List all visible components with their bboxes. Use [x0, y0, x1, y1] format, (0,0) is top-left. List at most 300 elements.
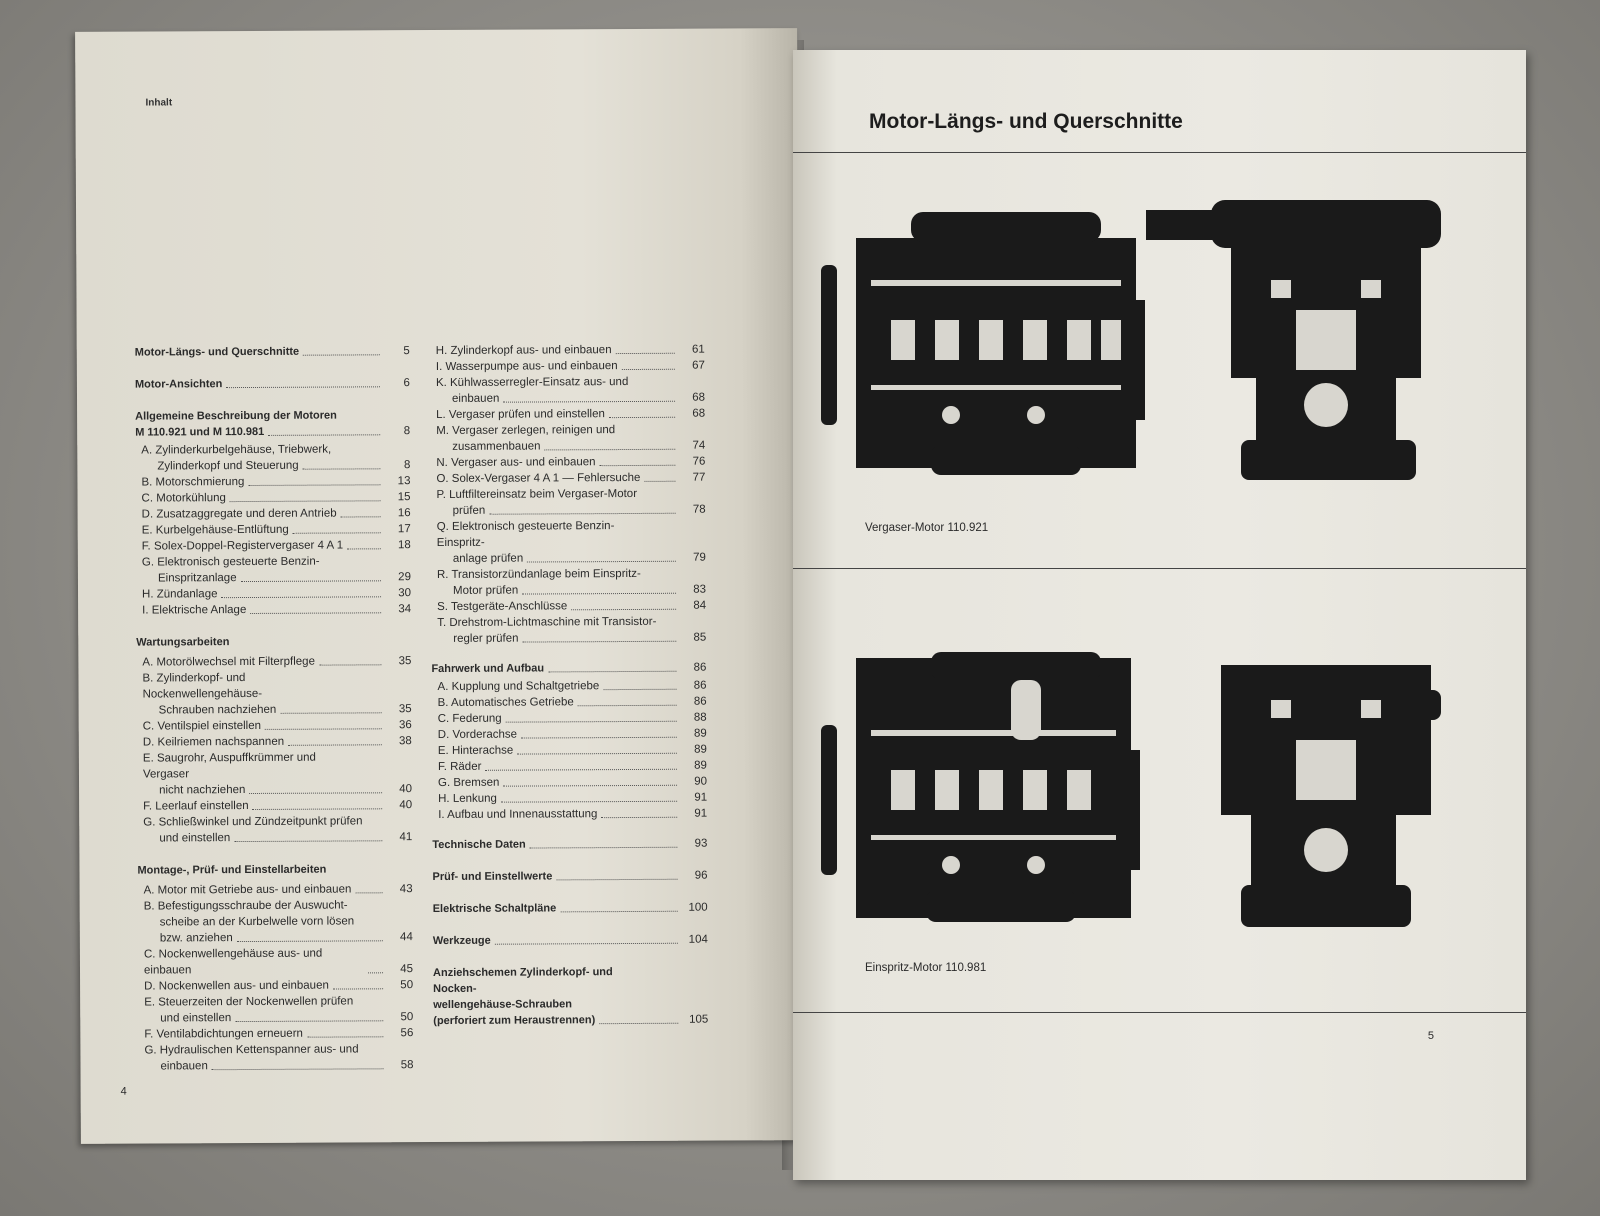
toc-entry-title: A. Motorölwechsel mit Filterpflege	[142, 655, 315, 669]
toc-entry	[430, 342, 705, 359]
title-rule	[793, 152, 1526, 153]
toc-page-number: 43	[399, 883, 413, 896]
dot-leader	[235, 1020, 383, 1022]
toc-page-number: 93	[694, 837, 708, 850]
toc-entry-title: B. Befestigungsschraube der Auswucht-	[143, 899, 348, 913]
spacer	[432, 822, 707, 837]
toc-line	[136, 585, 411, 602]
toc-entry	[138, 945, 413, 978]
toc-line	[136, 537, 411, 554]
dot-leader	[560, 911, 678, 913]
toc-line	[136, 553, 411, 570]
dot-leader	[545, 449, 676, 451]
toc-entry-title: N. Vergaser aus- und einbauen	[436, 456, 596, 470]
toc-page-number: 38	[398, 735, 412, 748]
toc-entry-title: C. Ventilspiel einstellen	[142, 719, 262, 733]
toc-page-number: 86	[693, 679, 707, 692]
toc-entry-title: C. Motorkühlung	[141, 492, 226, 505]
toc-entry-title: D. Nockenwellen aus- und einbauen	[144, 979, 329, 993]
toc-page-number: 8	[403, 425, 411, 438]
toc-entry	[136, 553, 411, 586]
toc-line	[431, 502, 706, 519]
dot-leader	[506, 721, 677, 723]
toc-column-1	[135, 343, 414, 1074]
caption-injection-engine: Einspritz-Motor 110.981	[865, 962, 987, 974]
toc-entry-title: H. Zündanlage	[142, 588, 218, 601]
air-filter-shape	[911, 212, 1101, 242]
toc-entry	[431, 660, 706, 677]
toc-entry	[432, 774, 707, 791]
toc-line	[431, 630, 706, 647]
toc-group-heading: Wartungsarbeiten	[136, 636, 230, 649]
toc-page-number: 34	[398, 603, 412, 616]
toc-page-number: 13	[397, 475, 411, 488]
toc-entry-title: G. Hydraulischen Kettenspanner aus- und	[144, 1043, 359, 1057]
dot-leader	[601, 817, 677, 818]
toc-group-heading: Montage-, Prüf- und Einstellarbeiten	[137, 863, 327, 877]
toc-entry	[432, 726, 707, 743]
toc-line	[135, 473, 410, 490]
toc-entry-title: Werkzeuge	[432, 934, 491, 948]
toc-entry-title: I. Wasserpumpe aus- und einbauen	[435, 360, 618, 374]
toc-entry-title: R. Transistorzündanlage beim Einspritz-	[436, 567, 641, 582]
toc-line	[433, 900, 708, 917]
toc-entry	[136, 505, 411, 522]
toc-page-number: 91	[694, 807, 708, 820]
toc-entry-title: B. Zylinderkopf- und Nockenwellengehäuse-	[142, 672, 263, 701]
toc-page-number: 6	[403, 377, 410, 390]
section-label: Inhalt	[145, 97, 173, 109]
toc-line	[431, 582, 706, 599]
toc-entry-title: D. Vorderachse	[437, 728, 518, 742]
toc-entry	[135, 343, 410, 360]
toc-line	[433, 996, 708, 1013]
toc-entry	[430, 470, 705, 487]
toc-line	[136, 505, 411, 522]
dot-leader	[503, 785, 677, 787]
dot-leader	[600, 465, 676, 466]
toc-page-number: 35	[398, 703, 412, 716]
dot-leader	[293, 532, 381, 533]
toc-page-number: 90	[694, 775, 708, 788]
toc-entry-title: D. Keilriemen nachspannen	[142, 735, 285, 749]
toc-line	[136, 569, 411, 586]
toc-entry-title: H. Lenkung	[438, 792, 497, 806]
dot-leader	[523, 641, 677, 643]
air-filter-cross-shape	[1211, 200, 1441, 248]
toc-entry-title: (perforiert zum Heraustrennen)	[433, 1014, 596, 1028]
toc-line	[138, 1057, 413, 1074]
toc-entry	[431, 678, 706, 695]
dot-leader	[249, 792, 382, 794]
toc-entry-title: M 110.921 und M 110.981	[135, 425, 265, 439]
toc-line	[138, 1025, 413, 1042]
toc-line	[137, 749, 412, 782]
toc-line	[430, 470, 705, 487]
toc-entry-title: Motor prüfen	[452, 584, 519, 597]
toc-line	[433, 932, 708, 949]
toc-line	[137, 781, 412, 798]
toc-entry	[431, 598, 706, 615]
spacer	[433, 886, 708, 901]
toc-line	[432, 806, 707, 823]
dot-leader	[319, 664, 381, 665]
toc-line	[135, 489, 410, 506]
toc-line	[137, 829, 412, 846]
toc-entry-title: nicht nachziehen	[159, 784, 246, 797]
dot-leader	[527, 561, 676, 563]
dot-leader	[616, 353, 675, 354]
dot-leader	[234, 840, 382, 842]
toc-page-number: 30	[398, 587, 412, 600]
toc-page-number: 15	[397, 491, 411, 504]
toc-entry-title: scheibe an der Kurbelwelle vorn lösen	[159, 915, 355, 929]
toc-page-number: 85	[693, 631, 707, 644]
toc-entry	[138, 1025, 413, 1042]
spacer	[137, 845, 412, 860]
toc-entry	[137, 717, 412, 734]
toc-entry-title: B. Motorschmierung	[141, 476, 245, 489]
toc-page-number: 104	[688, 933, 708, 946]
engine-illustration-carburetor	[801, 190, 1491, 510]
toc-entry-title: C. Federung	[437, 712, 502, 726]
toc-entry	[431, 566, 706, 599]
toc-entry-title: einbauen	[160, 1060, 208, 1073]
toc-page-number: 105	[689, 1013, 709, 1026]
dot-leader	[368, 972, 383, 973]
dot-leader	[501, 801, 677, 803]
toc-line	[136, 601, 411, 618]
toc-entry-title: Motor-Ansichten	[134, 378, 223, 391]
toc-entry	[136, 653, 411, 670]
toc-line	[431, 598, 706, 615]
toc-entry	[433, 932, 708, 949]
dot-leader	[503, 401, 675, 403]
toc-entry-title: F. Solex-Doppel-Registervergaser 4 A 1	[141, 539, 344, 553]
toc-line	[432, 758, 707, 775]
toc-line	[136, 669, 411, 702]
toc-entry	[138, 881, 413, 898]
toc-entry-title: P. Luftfiltereinsatz beim Vergaser-Motor	[436, 487, 638, 502]
toc-entry	[138, 993, 413, 1026]
engine-illustration-injection	[801, 630, 1491, 960]
toc-entry-title: Technische Daten	[432, 838, 526, 852]
toc-page-number: 67	[692, 359, 705, 372]
page-title: Motor-Längs- und Querschnitte	[869, 110, 1183, 133]
dot-leader	[548, 671, 676, 673]
dot-leader	[578, 705, 677, 707]
toc-page-number: 89	[694, 759, 707, 772]
toc-entry	[432, 836, 707, 853]
toc-line	[431, 518, 706, 551]
toc-page-number: 36	[398, 719, 412, 732]
toc-page-number: 50	[400, 979, 414, 992]
toc-entry	[136, 601, 411, 618]
toc-line	[138, 929, 413, 946]
toc-line	[432, 694, 707, 711]
toc-page-number: 18	[397, 539, 411, 552]
toc-entry	[136, 669, 411, 718]
toc-page-number: 68	[692, 391, 706, 404]
oil-pan-shape	[931, 445, 1081, 475]
toc-page-number: 41	[399, 831, 413, 844]
toc-page-number: 78	[692, 503, 706, 516]
toc-entry	[135, 407, 410, 440]
toc-page-number: 17	[397, 523, 411, 536]
toc-line	[431, 614, 706, 631]
dot-leader	[230, 500, 381, 502]
toc-entry	[135, 375, 410, 392]
toc-entry	[138, 897, 413, 946]
toc-entry-title: A. Zylinderkurbelgehäuse, Triebwerk,	[141, 443, 332, 457]
spacer	[136, 617, 411, 632]
dot-leader	[489, 513, 675, 515]
toc-entry	[137, 797, 412, 814]
toc-entry	[138, 1041, 413, 1074]
toc-page-number: 76	[692, 455, 706, 468]
toc-line	[430, 374, 705, 391]
toc-page-number: 68	[692, 407, 706, 420]
toc-entry-title: T. Drehstrom-Lichtmaschine mit Transistor-	[437, 615, 657, 630]
toc-page-number: 50	[400, 1011, 414, 1024]
toc-line	[433, 964, 708, 997]
toc-line	[138, 1009, 413, 1026]
toc-entry	[432, 694, 707, 711]
toc-page-number: 88	[693, 711, 707, 724]
toc-page-number: 100	[688, 901, 708, 914]
toc-entry	[138, 977, 413, 994]
dot-leader	[241, 580, 381, 582]
toc-entry-title: S. Testgeräte-Anschlüsse	[437, 600, 568, 614]
toc-line	[138, 945, 413, 978]
toc-line	[430, 406, 705, 423]
dot-leader	[248, 484, 380, 486]
toc-line	[432, 836, 707, 853]
toc-entry-title: Q. Elektronisch gesteuerte Benzin-Einspritz-	[436, 520, 615, 550]
toc-line	[431, 550, 706, 567]
intake-pipe-shape	[1146, 210, 1216, 240]
toc-page-number: 91	[694, 791, 708, 804]
toc-line	[136, 521, 411, 538]
toc-entry-title: Zylinderkopf und Steuerung	[157, 459, 299, 473]
dot-leader	[609, 417, 675, 418]
toc-entry-title: M. Vergaser zerlegen, reinigen und	[436, 424, 616, 438]
dot-leader	[521, 737, 677, 739]
toc-entry	[135, 473, 410, 490]
toc-entry-title: Anziehschemen Zylinderkopf- und Nocken-	[432, 966, 613, 996]
toc-entry-title: F. Räder	[437, 760, 482, 774]
toc-line	[431, 678, 706, 695]
toc-entry	[432, 868, 707, 885]
toc-line	[432, 710, 707, 727]
dot-leader	[222, 596, 382, 598]
spacer	[433, 950, 708, 965]
dot-leader	[355, 892, 382, 893]
spacer	[135, 393, 410, 408]
dot-leader	[495, 943, 678, 945]
toc-entry-title: und einstellen	[160, 1012, 232, 1025]
toc-line	[432, 868, 707, 885]
toc-page-number: 83	[693, 583, 707, 596]
dot-leader	[517, 753, 677, 755]
toc-entry	[430, 454, 705, 471]
toc-entry-title: D. Zusatzaggregate und deren Antrieb	[141, 507, 337, 521]
toc-entry	[431, 518, 706, 567]
toc-entry-title: L. Vergaser prüfen und einstellen	[436, 408, 605, 422]
toc-column-2	[430, 342, 709, 1031]
toc-page-number: 58	[400, 1059, 414, 1072]
toc-entry	[135, 489, 410, 506]
dot-leader	[522, 593, 676, 595]
dot-leader	[307, 1036, 383, 1037]
toc-entry-title: E. Kurbelgehäuse-Entlüftung	[141, 523, 289, 537]
toc-entry	[430, 358, 705, 375]
toc-entry-title: O. Solex-Vergaser 4 A 1 — Fehlersuche	[436, 471, 641, 486]
toc-line	[432, 726, 707, 743]
toc-entry-title: I. Aufbau und Innenausstattung	[438, 808, 598, 822]
dot-leader	[530, 847, 678, 849]
toc-entry	[433, 900, 708, 917]
toc-line	[138, 897, 413, 914]
dot-leader	[603, 689, 676, 690]
toc-entry-title: A. Motor mit Getriebe aus- und einbauen	[143, 883, 352, 897]
toc-entry-title: E. Steuerzeiten der Nockenwellen prüfen	[144, 995, 354, 1009]
dot-leader	[303, 354, 380, 355]
toc-entry-title: wellengehäuse-Schrauben	[433, 998, 572, 1012]
dot-leader	[303, 468, 381, 469]
toc-line	[137, 733, 412, 750]
toc-line	[138, 881, 413, 898]
dot-leader	[268, 434, 380, 436]
toc-entry	[431, 614, 706, 647]
toc-line	[430, 486, 705, 503]
toc-page-number: 5	[403, 345, 410, 358]
dot-leader	[485, 769, 677, 771]
toc-page-number: 56	[400, 1027, 414, 1040]
toc-line	[431, 566, 706, 583]
dot-leader	[622, 369, 675, 370]
toc-line	[135, 423, 410, 440]
spacer	[432, 854, 707, 869]
right-page	[793, 50, 1526, 1180]
dot-leader	[237, 940, 383, 942]
left-page	[75, 28, 803, 1144]
toc-line	[138, 913, 413, 930]
toc-entry-title: und einstellen	[159, 832, 231, 845]
toc-line	[135, 343, 410, 360]
dot-leader	[599, 1023, 678, 1024]
toc-line	[138, 993, 413, 1010]
toc-line	[431, 660, 706, 677]
toc-page-number: 86	[693, 661, 707, 674]
dot-leader	[571, 609, 676, 611]
oil-sump-cross-shape	[1241, 440, 1416, 480]
toc-entry	[137, 813, 412, 846]
toc-entry-title: einbauen	[451, 392, 500, 405]
dot-leader	[347, 548, 381, 549]
toc-line	[136, 653, 411, 670]
dot-leader	[333, 988, 383, 989]
toc-entry-title: B. Automatisches Getriebe	[437, 696, 574, 710]
toc-entry-title: bzw. anziehen	[159, 932, 233, 945]
toc-page-number: 86	[693, 695, 707, 708]
toc-line	[432, 742, 707, 759]
bottom-rule	[793, 1012, 1526, 1013]
toc-line	[430, 422, 705, 439]
page-number-right: 5	[1427, 1030, 1434, 1042]
toc-line	[138, 1041, 413, 1058]
toc-entry-title: anlage prüfen	[452, 552, 524, 565]
dot-leader	[644, 481, 675, 482]
toc-line	[430, 358, 705, 375]
toc-entry-title: H. Zylinderkopf aus- und einbauen	[435, 344, 612, 358]
dot-leader	[253, 808, 383, 810]
toc-page-number: 89	[693, 727, 707, 740]
toc-line	[138, 977, 413, 994]
toc-entry-title: Schrauben nachziehen	[158, 703, 277, 717]
toc-line	[135, 407, 410, 424]
toc-entry	[135, 441, 410, 474]
dot-leader	[288, 744, 382, 745]
toc-line	[430, 390, 705, 407]
toc-line	[135, 457, 410, 474]
toc-entry	[430, 422, 705, 455]
spacer	[433, 918, 708, 933]
toc-entry-title: C. Nockenwellengehäuse aus- und einbauen	[143, 947, 323, 977]
toc-page-number: 8	[403, 459, 411, 472]
toc-line	[137, 717, 412, 734]
toc-line	[430, 342, 705, 359]
toc-page-number: 16	[397, 507, 411, 520]
toc-entry-title: E. Hinterachse	[437, 744, 514, 758]
toc-entry-title: Prüf- und Einstellwerte	[432, 870, 553, 884]
toc-entry-title: Allgemeine Beschreibung der Motoren	[135, 409, 337, 423]
toc-page-number: 45	[400, 963, 414, 976]
dot-leader	[280, 712, 381, 714]
dot-leader	[226, 386, 380, 388]
toc-entry	[430, 406, 705, 423]
toc-entry-title: zusammenbauen	[452, 440, 541, 453]
toc-entry	[430, 374, 705, 407]
toc-entry-title: I. Elektrische Anlage	[142, 604, 247, 617]
toc-line	[137, 797, 412, 814]
toc-entry	[433, 964, 708, 1029]
toc-line	[433, 1012, 708, 1029]
dot-leader	[265, 728, 382, 730]
toc-page-number: 84	[693, 599, 707, 612]
page-number-left: 4	[120, 1085, 127, 1098]
dot-leader	[556, 879, 677, 881]
toc-line	[137, 813, 412, 830]
toc-page-number: 74	[692, 439, 706, 452]
toc-page-number: 89	[694, 743, 707, 756]
toc-line	[430, 454, 705, 471]
toc-entry-title: K. Kühlwasserregler-Einsatz aus- und	[435, 376, 629, 390]
spacer	[135, 361, 410, 376]
toc-entry	[432, 758, 707, 775]
toc-entry-title: Einspritzanlage	[157, 572, 237, 585]
toc-line	[432, 790, 707, 807]
toc-entry-title: Fahrwerk und Aufbau	[431, 662, 545, 676]
toc-line	[135, 441, 410, 458]
caption-carburetor-engine: Vergaser-Motor 110.921	[865, 522, 989, 534]
toc-entry-title: A. Kupplung und Schaltgetriebe	[437, 680, 600, 694]
toc-entry-title: F. Ventilabdichtungen erneuern	[144, 1027, 303, 1041]
toc-entry-title: E. Saugrohr, Auspuffkrümmer und Vergaser	[142, 751, 316, 781]
toc-page-number: 44	[400, 931, 413, 944]
dot-leader	[341, 516, 381, 517]
toc-entry	[432, 710, 707, 727]
